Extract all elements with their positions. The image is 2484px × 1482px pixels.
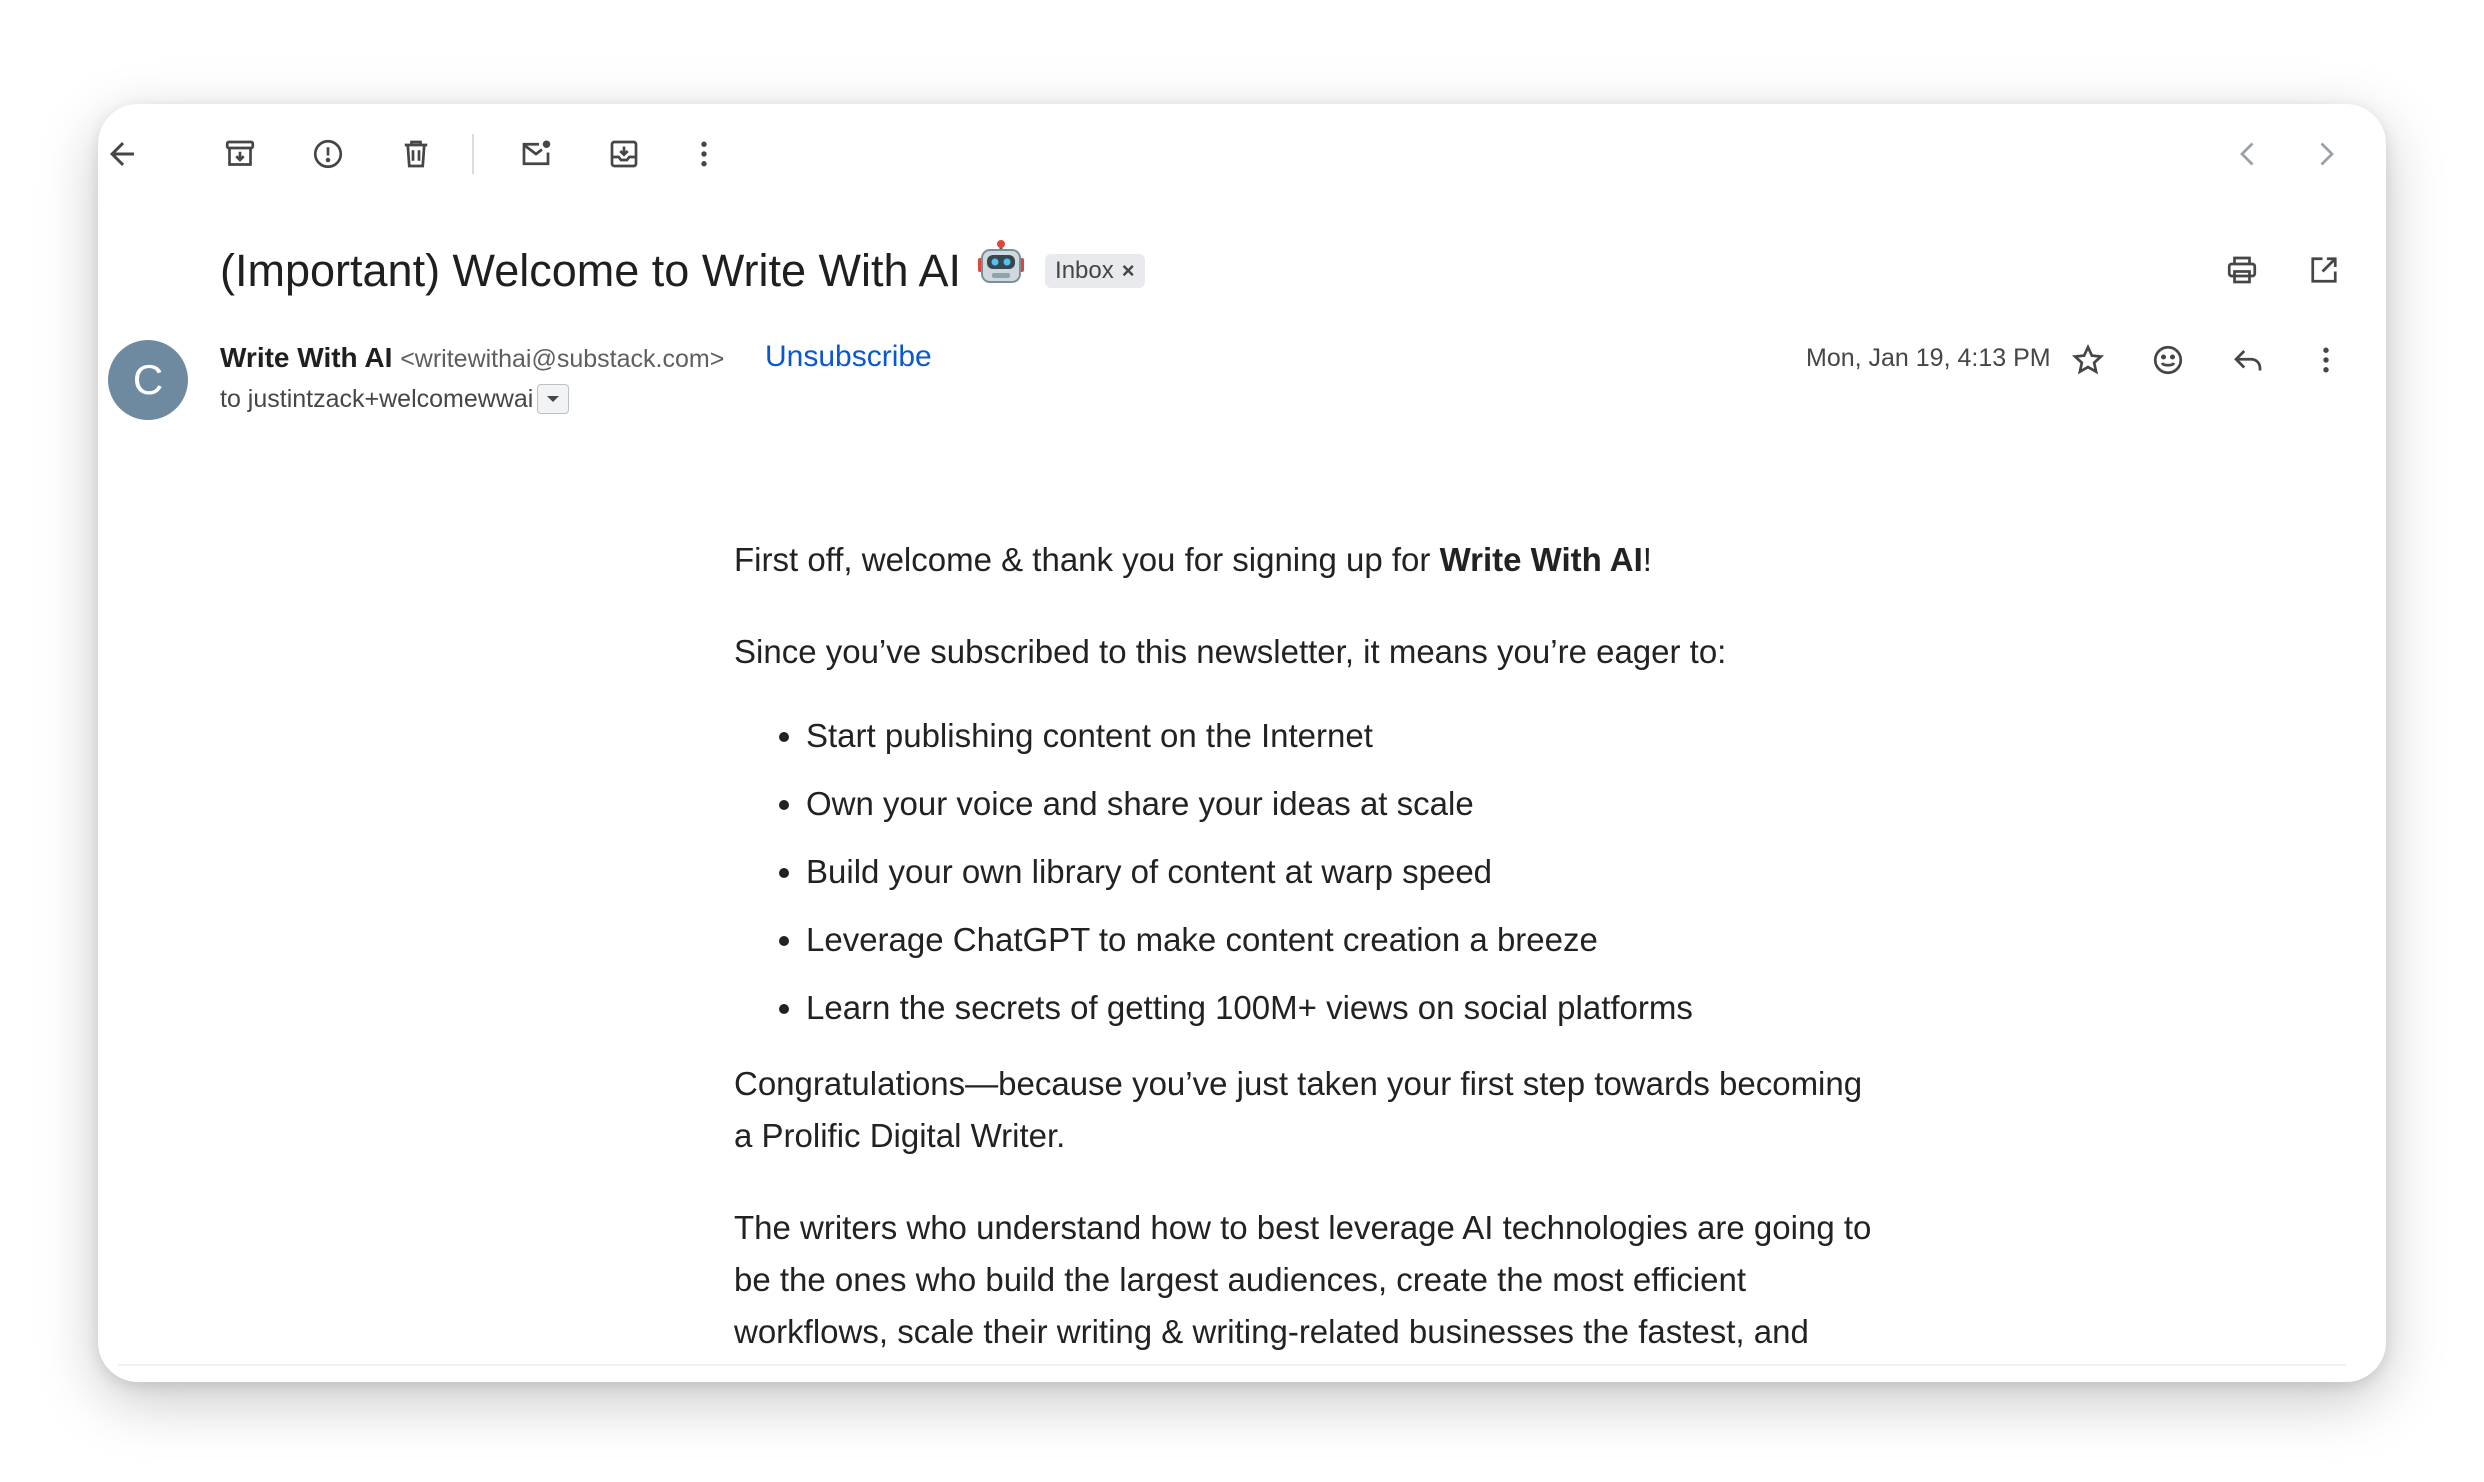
move-to-inbox-icon: [606, 136, 642, 172]
back-button[interactable]: [98, 124, 152, 184]
caret-down-icon: [545, 394, 561, 404]
arrow-left-icon: [104, 136, 140, 172]
remove-label-button[interactable]: ×: [1121, 257, 1135, 283]
more-actions-button[interactable]: [2296, 330, 2356, 390]
delete-button[interactable]: [386, 124, 446, 184]
toolbar-divider: [472, 134, 474, 174]
report-spam-icon: [310, 136, 346, 172]
sender-name[interactable]: Write With AI: [220, 342, 393, 373]
body-paragraph-3: Congratulations—because you’ve just taken your first step towards becoming a Prolific Digital Writer.: [734, 1065, 1863, 1154]
move-to-button[interactable]: [594, 124, 654, 184]
body-paragraph-4: The writers who understand how to best leverage AI technologies are going to be the ones who build the largest audiences, create the most efficient workflows, scale their writing & writing-related businesses the fastest, and: [734, 1209, 1872, 1350]
open-new-window-button[interactable]: [2294, 240, 2354, 300]
add-reaction-button[interactable]: [2138, 330, 2198, 390]
sender-avatar[interactable]: C: [108, 340, 188, 420]
body-paragraph-2: Since you’ve subscribed to this newsletter, it means you’re eager to:: [734, 633, 1727, 670]
list-item: • Build your own library of content at warp speed: [806, 846, 1884, 898]
recipient-line: [220, 384, 569, 414]
unsubscribe-link[interactable]: Unsubscribe: [765, 340, 932, 373]
more-vert-icon: [2308, 342, 2344, 378]
list-item: • Leverage ChatGPT to make content creation a breeze: [806, 914, 1884, 966]
star-icon: [2070, 342, 2106, 378]
print-button[interactable]: [2212, 240, 2272, 300]
previous-email-button[interactable]: [2218, 124, 2278, 184]
print-icon: [2224, 252, 2260, 288]
p1-suffix: !: [1642, 541, 1652, 578]
subject-text: (Important) Welcome to Write With AI: [220, 244, 962, 296]
sender-email: <writewithai@substack.com>: [400, 345, 725, 373]
email-subject: [220, 240, 1145, 301]
email-window: [98, 104, 2386, 1382]
archive-button[interactable]: [210, 124, 270, 184]
reply-button[interactable]: [2218, 330, 2278, 390]
mark-unread-button[interactable]: [506, 124, 566, 184]
open-in-new-icon: [2306, 252, 2342, 288]
p1-prefix: First off, welcome & thank you for signing up for: [734, 541, 1440, 578]
body-paragraph-1: [734, 534, 1884, 586]
show-details-button[interactable]: [537, 384, 569, 414]
robot-emoji: [975, 240, 1027, 301]
sender-line: [220, 342, 724, 374]
chevron-left-icon: [2230, 136, 2266, 172]
mark-unread-icon: [518, 136, 554, 172]
star-button[interactable]: [2058, 330, 2118, 390]
report-spam-button[interactable]: [298, 124, 358, 184]
more-vert-icon: [686, 136, 722, 172]
chevron-right-icon: [2308, 136, 2344, 172]
scroll-edge-line: [118, 1364, 2346, 1366]
emoji-smile-icon: [2150, 342, 2186, 378]
list-item: • Own your voice and share your ideas at scale: [806, 778, 1884, 830]
p1-bold: Write With AI: [1439, 541, 1643, 578]
trash-icon: [398, 136, 434, 172]
list-item: • Learn the secrets of getting 100M+ views on social platforms: [806, 982, 1884, 1034]
recipient-text: to justintzack+welcomewwai: [220, 384, 534, 413]
list-item: • Start publishing content on the Internet: [806, 710, 1884, 762]
email-body: [734, 534, 1884, 1382]
email-date: Mon, Jan 19, 4:13 PM: [1806, 344, 2051, 372]
inbox-label-text: Inbox: [1055, 256, 1114, 284]
archive-icon: [222, 136, 258, 172]
benefits-list: [734, 710, 1884, 1034]
inbox-label-chip: [1045, 254, 1145, 288]
more-options-button[interactable]: [674, 124, 734, 184]
next-email-button[interactable]: [2296, 124, 2356, 184]
reply-icon: [2230, 342, 2266, 378]
